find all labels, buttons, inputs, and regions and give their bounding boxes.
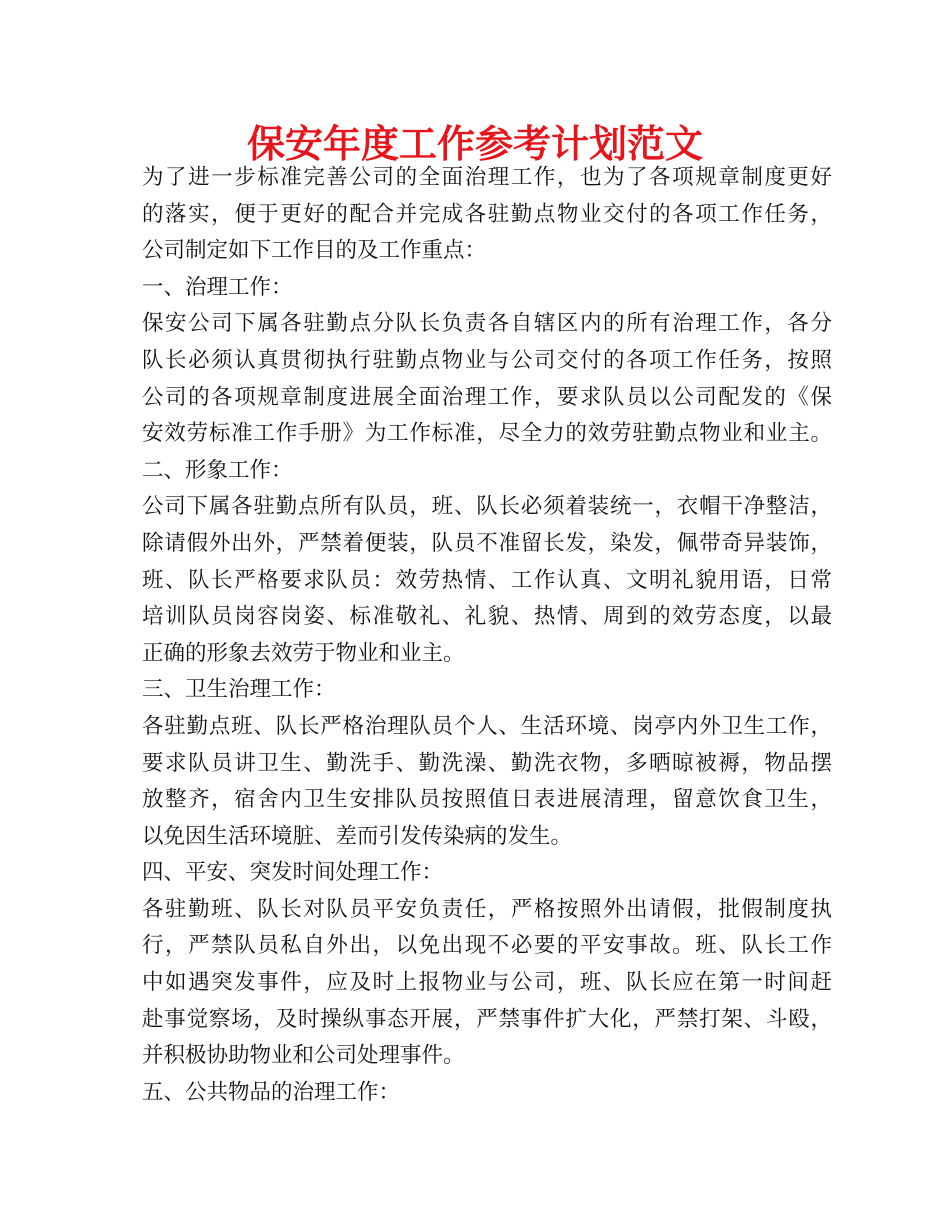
document-body	[142, 160, 832, 1111]
body-line: 赴事觉察场，及时操纵事态开展，严禁事件扩大化，严禁打架、斗殴，	[142, 1006, 832, 1032]
body-line: 中如遇突发事件，应及时上报物业与公司，班、队长应在第一时间赶	[142, 970, 832, 996]
body-line: 为了进一步标准完善公司的全面治理工作，也为了各项规章制度更好	[142, 165, 832, 190]
body-line: 正确的形象去效劳于物业和业主。	[142, 640, 465, 666]
body-line: 行，严禁队员私自外出，以免出现不必要的平安事故。班、队长工作	[142, 933, 832, 959]
body-line: 二、形象工作：	[142, 457, 293, 483]
document-title: 保安年度工作参考计划范文	[246, 122, 703, 166]
body-line: 队长必须认真贯彻执行驻勤点物业与公司交付的各项工作任务，按照	[142, 347, 832, 373]
body-line: 的落实，便于更好的配合并完成各驻勤点物业交付的各项工作任务，	[142, 201, 832, 227]
body-line: 班、队长严格要求队员：效劳热情、工作认真、文明礼貌用语，日常	[142, 567, 832, 593]
body-line: 四、平安、突发时间处理工作：	[142, 860, 444, 886]
body-line: 公司下属各驻勤点所有队员，班、队长必须着装统一，衣帽干净整洁，	[142, 494, 832, 520]
body-line: 培训队员岗容岗姿、标准敬礼、礼貌、热情、周到的效劳态度，以最	[142, 604, 832, 630]
body-line: 五、公共物品的治理工作：	[142, 1079, 401, 1105]
body-line: 公司的各项规章制度进展全面治理工作，要求队员以公司配发的《保	[142, 384, 832, 410]
body-line: 放整齐，宿舍内卫生安排队员按照值日表进展清理，留意饮食卫生，	[142, 787, 832, 813]
body-line: 并积极协助物业和公司处理事件。	[142, 1043, 465, 1069]
body-line: 三、卫生治理工作：	[142, 677, 336, 703]
body-line: 要求队员讲卫生、勤洗手、勤洗澡、勤洗衣物，多晒晾被褥，物品摆	[142, 750, 832, 776]
body-line: 以免因生活环境脏、差而引发传染病的发生。	[142, 823, 573, 849]
body-line: 安效劳标准工作手册》为工作标准，尽全力的效劳驻勤点物业和业主。	[142, 421, 832, 447]
body-line: 各驻勤班、队长对队员平安负责任，严格按照外出请假，批假制度执	[142, 896, 832, 922]
body-line: 一、治理工作：	[142, 274, 293, 300]
body-line: 除请假外出外，严禁着便装，队员不准留长发，染发，佩带奇异装饰，	[142, 530, 832, 556]
body-line: 公司制定如下工作目的及工作重点：	[142, 238, 487, 264]
body-line: 保安公司下属各驻勤点分队长负责各自辖区内的所有治理工作，各分	[142, 311, 832, 337]
body-line: 各驻勤点班、队长严格治理队员个人、生活环境、岗亭内外卫生工作，	[142, 713, 832, 739]
